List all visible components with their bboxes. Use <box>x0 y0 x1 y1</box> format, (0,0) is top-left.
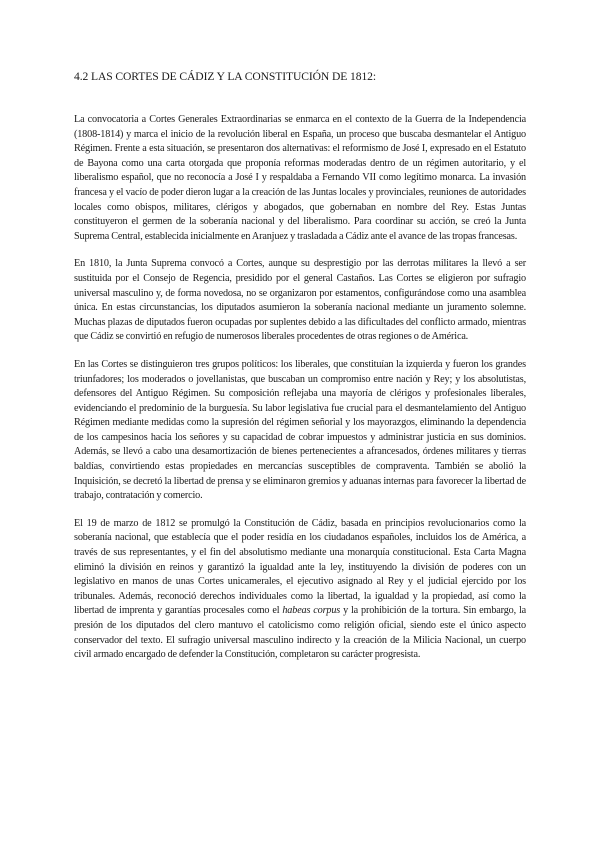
paragraph-4 <box>74 517 526 663</box>
habeas-corpus-italic: habeas corpus <box>282 605 341 617</box>
section-heading: 4.2 LAS CORTES DE CÁDIZ Y LA CONSTITUCIÓN DE 1812: <box>74 70 376 83</box>
paragraph-2: En 1810, la Junta Suprema convocó a Cortes, aunque su desprestigio por las derrotas militares la llevó a ser sustituida por el Consejo de Regencia, presidido por el general Castaños. Las Cortes se eligieron por sufragio universal masculino y, de forma novedosa, no se organizaron por estamentos, configurándose como una asamblea única. En estas circunstancias, los diputados asumieron la soberanía nacional mediante un juramento solemne. Muchas plazas de diputados fueron ocupadas por suplentes debido a las dificultades del conflicto armado, mientras que Cádiz se convirtió en refugio de numerosos liberales procedentes de otras regiones o de América. <box>74 258 526 343</box>
paragraph-3: En las Cortes se distinguieron tres grupos políticos: los liberales, que constituían la izquierda y fueron los grandes triunfadores; los moderados o jovellanistas, que buscaban un compromiso entre nación y Rey; y los absolutistas, defensores del Antiguo Régimen. Su composición reflejaba una mayoría de clérigos y profesionales liberales, evidenciando el predominio de la burguesía. Su labor legislativa fue crucial para el desmantelamiento del Antiguo Régimen mediante medidas como la supresión del régimen señorial y los mayorazgos, eliminando la dependencia de los campesinos hacia los señores y su capacidad de cobrar impuestos y administrar justicia en sus dominios. Además, se llevó a cabo una desamortización de bienes pertenecientes a afrancesados, órdenes militares y tierras baldías, convirtiendo estas propiedades en mercancías susceptibles de compraventa. También se abolió la Inquisición, se decretó la libertad de prensa y se eliminaron gremios y aduanas internas para favorecer la libertad de trabajo, contratación y comercio. <box>74 358 526 502</box>
document-page <box>74 70 526 676</box>
paragraph-4-text-before: El 19 de marzo de 1812 se promulgó la Constitución de Cádiz, basada en principios revolucionarios como la soberanía nacional, que establecía que el poder residía en los ciudadanos españoles, incluidos los de América, a través de sus representantes, y el fin del absolutismo mediante una monarquía constitucional. Esta Carta Magna eliminó la división en reinos y garantizó la igualdad ante la ley, instituyendo la división de poderes con un legislativo en manos de unas Cortes unicamerales, el ejecutivo asignado al Rey y el judicial ejercido por los tribunales. Además, reconoció derechos individuales como la libertad, la igualdad y la propiedad, así como la libertad de imprenta y garantías procesales como el <box>74 517 526 617</box>
paragraph-1: La convocatoria a Cortes Generales Extraordinarias se enmarca en el contexto de la Guerra de la Independencia (1808-1814) y marca el inicio de la revolución liberal en España, un proceso que buscaba desmantelar el Antiguo Régimen. Frente a esta situación, se presentaron dos alternativas: el reformismo de José I, expresado en el Estatuto de Bayona como una carta otorgada que proponía reformas moderadas dentro de un régimen autoritario, y el liberalismo español, que no reconocía a José I y respaldaba a Fernando VII como legítimo monarca. La invasión francesa y el vacío de poder dieron lugar a la creación de las Juntas locales y provinciales, reuniones de autoridades locales como obispos, militares, clérigos y abogados, que gobernaban en nombre del Rey. Estas Juntas constituyeron el germen de la soberanía nacional y del liberalismo. Para coordinar su acción, se creó la Junta Suprema Central, establecida inicialmente en Aranjuez y trasladada a Cádiz ante el avance de las tropas francesas. <box>74 114 526 242</box>
paragraph-4-text-after: y la prohibición de la tortura. Sin embargo, la presión de los diputados del clero mantuvo el catolicismo como religión oficial, siendo este el único aspecto conservador del texto. El sufragio universal masculino indirecto y la creación de la Milicia Nacional, un cuerpo civil armado encargado de defender la Constitución, completaron su carácter progresista. <box>74 605 527 661</box>
